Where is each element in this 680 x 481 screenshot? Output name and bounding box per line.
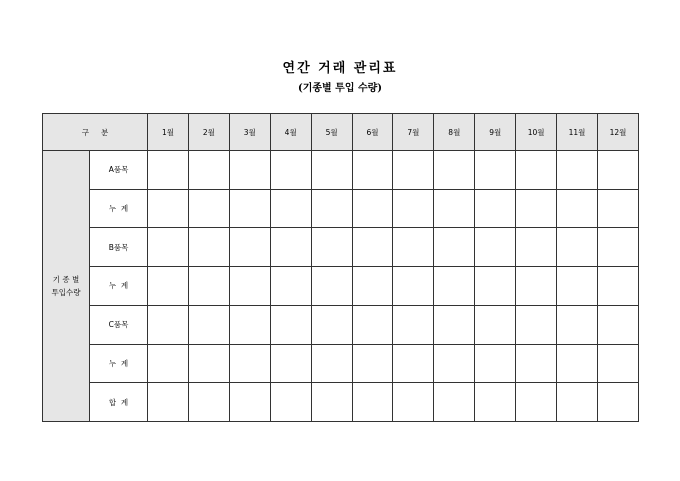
data-cell[interactable] — [311, 383, 352, 422]
data-cell[interactable] — [188, 151, 229, 190]
data-cell[interactable] — [516, 151, 557, 190]
data-cell[interactable] — [270, 305, 311, 344]
data-cell[interactable] — [229, 383, 270, 422]
data-cell[interactable] — [597, 344, 638, 383]
table-row — [43, 267, 639, 306]
data-cell[interactable] — [148, 228, 189, 267]
group-label — [43, 151, 90, 422]
data-cell[interactable] — [352, 305, 393, 344]
month-header: 7월 — [393, 114, 434, 151]
table-row — [43, 305, 639, 344]
table-body — [43, 151, 639, 422]
month-header: 8월 — [434, 114, 475, 151]
document-title: 연간 거래 관리표 — [282, 61, 398, 76]
data-cell[interactable] — [434, 305, 475, 344]
data-cell[interactable] — [352, 228, 393, 267]
data-cell[interactable] — [475, 305, 516, 344]
data-cell[interactable] — [597, 383, 638, 422]
month-header: 9월 — [475, 114, 516, 151]
data-cell[interactable] — [557, 151, 598, 190]
data-cell[interactable] — [393, 305, 434, 344]
table-row — [43, 151, 639, 190]
data-cell[interactable] — [557, 305, 598, 344]
data-cell[interactable] — [393, 151, 434, 190]
data-cell[interactable] — [557, 344, 598, 383]
data-cell[interactable] — [148, 344, 189, 383]
table-row — [43, 344, 639, 383]
data-cell[interactable] — [188, 383, 229, 422]
data-cell[interactable] — [434, 344, 475, 383]
data-cell[interactable] — [311, 228, 352, 267]
data-cell[interactable] — [311, 305, 352, 344]
row-label: 누 계 — [90, 344, 148, 383]
data-cell[interactable] — [188, 267, 229, 306]
data-cell[interactable] — [475, 383, 516, 422]
data-cell[interactable] — [597, 189, 638, 228]
month-header: 10월 — [516, 114, 557, 151]
data-cell[interactable] — [188, 344, 229, 383]
table-row — [43, 189, 639, 228]
data-cell[interactable] — [475, 267, 516, 306]
data-cell[interactable] — [270, 383, 311, 422]
month-header: 3월 — [229, 114, 270, 151]
data-cell[interactable] — [475, 151, 516, 190]
data-cell[interactable] — [148, 267, 189, 306]
data-cell[interactable] — [557, 228, 598, 267]
data-cell[interactable] — [393, 344, 434, 383]
month-header: 4월 — [270, 114, 311, 151]
data-cell[interactable] — [434, 383, 475, 422]
month-header: 11월 — [557, 114, 598, 151]
data-cell[interactable] — [270, 151, 311, 190]
data-cell[interactable] — [352, 344, 393, 383]
data-cell[interactable] — [270, 267, 311, 306]
row-label: 누 계 — [90, 189, 148, 228]
annual-transaction-table — [42, 113, 639, 422]
data-cell[interactable] — [270, 228, 311, 267]
data-cell[interactable] — [434, 228, 475, 267]
data-cell[interactable] — [270, 344, 311, 383]
data-cell[interactable] — [229, 267, 270, 306]
data-cell[interactable] — [352, 383, 393, 422]
data-cell[interactable] — [516, 383, 557, 422]
data-cell[interactable] — [516, 305, 557, 344]
data-cell[interactable] — [597, 305, 638, 344]
data-cell[interactable] — [516, 189, 557, 228]
data-cell[interactable] — [597, 151, 638, 190]
month-header: 2월 — [188, 114, 229, 151]
document-subtitle: (기종별 투입 수량) — [297, 83, 383, 94]
data-cell[interactable] — [270, 189, 311, 228]
data-cell[interactable] — [393, 383, 434, 422]
row-label: 합 계 — [90, 383, 148, 422]
data-cell[interactable] — [352, 267, 393, 306]
month-header: 6월 — [352, 114, 393, 151]
month-header: 12월 — [597, 114, 638, 151]
data-cell[interactable] — [188, 305, 229, 344]
data-cell[interactable] — [516, 228, 557, 267]
month-header: 5월 — [311, 114, 352, 151]
row-label: A품목 — [90, 151, 148, 190]
data-cell[interactable] — [229, 344, 270, 383]
data-cell[interactable] — [516, 267, 557, 306]
month-header: 1월 — [148, 114, 189, 151]
data-cell[interactable] — [148, 151, 189, 190]
data-cell[interactable] — [557, 383, 598, 422]
data-cell[interactable] — [557, 267, 598, 306]
data-cell[interactable] — [434, 189, 475, 228]
table-row — [43, 228, 639, 267]
data-cell[interactable] — [352, 151, 393, 190]
data-cell[interactable] — [311, 151, 352, 190]
data-cell[interactable] — [148, 305, 189, 344]
header-category: 구 분 — [43, 114, 148, 151]
data-cell[interactable] — [475, 344, 516, 383]
data-cell[interactable] — [393, 228, 434, 267]
group-label-line2: 투입수량 — [51, 288, 81, 297]
data-cell[interactable] — [393, 267, 434, 306]
data-cell[interactable] — [557, 189, 598, 228]
table-row — [43, 383, 639, 422]
data-cell[interactable] — [475, 189, 516, 228]
data-cell[interactable] — [393, 189, 434, 228]
data-cell[interactable] — [311, 267, 352, 306]
data-cell[interactable] — [597, 228, 638, 267]
data-cell[interactable] — [229, 305, 270, 344]
data-cell[interactable] — [311, 344, 352, 383]
data-cell[interactable] — [434, 151, 475, 190]
data-cell[interactable] — [148, 189, 189, 228]
data-cell[interactable] — [516, 344, 557, 383]
row-label: C품목 — [90, 305, 148, 344]
row-label: 누 계 — [90, 267, 148, 306]
data-cell[interactable] — [434, 267, 475, 306]
header-row — [43, 114, 639, 151]
data-cell[interactable] — [188, 228, 229, 267]
data-cell[interactable] — [311, 189, 352, 228]
row-label: B품목 — [90, 228, 148, 267]
data-cell[interactable] — [597, 267, 638, 306]
data-cell[interactable] — [229, 189, 270, 228]
data-cell[interactable] — [229, 151, 270, 190]
data-cell[interactable] — [148, 383, 189, 422]
data-cell[interactable] — [475, 228, 516, 267]
data-cell[interactable] — [229, 228, 270, 267]
group-label-line1: 기 종 별 — [52, 275, 80, 284]
data-cell[interactable] — [352, 189, 393, 228]
data-cell[interactable] — [188, 189, 229, 228]
